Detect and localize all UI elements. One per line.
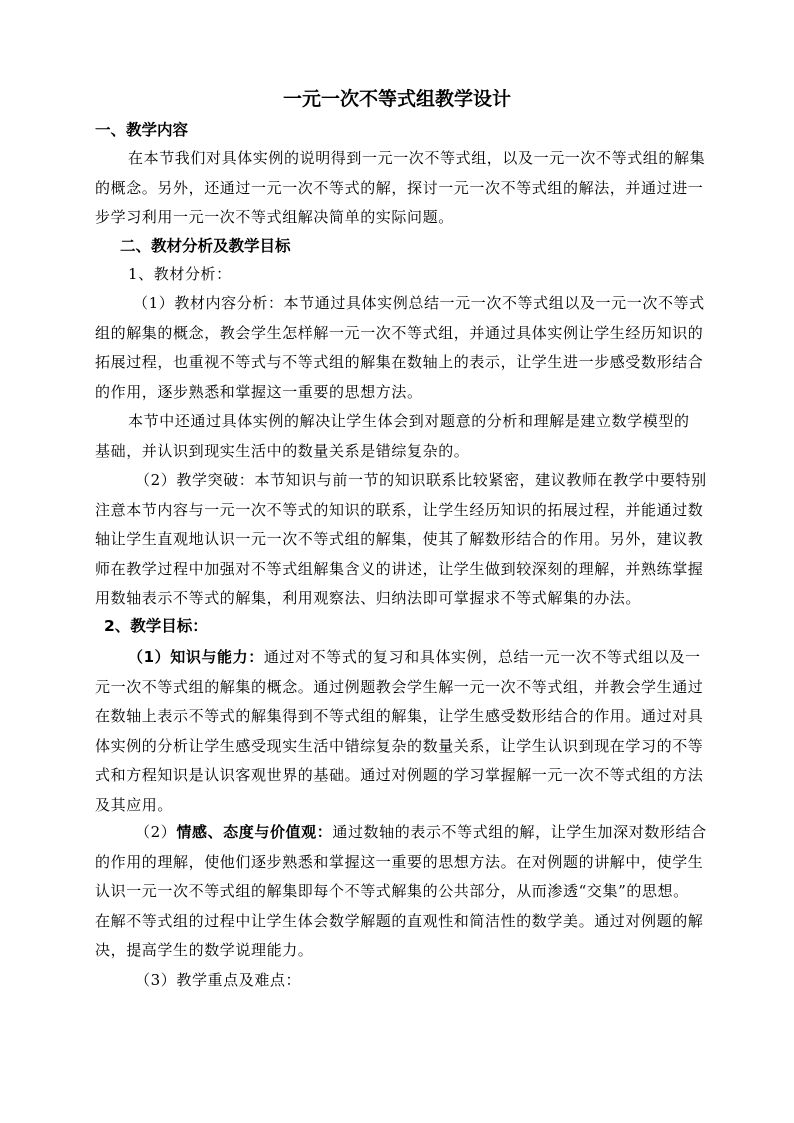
text-line: 体实例的分析让学生感受现实生活中错综复杂的数量关系，让学生认识到现在学习的不等 bbox=[95, 736, 704, 755]
text-line: 本节中还通过具体实例的解决让学生体会到对题意的分析和理解是建立数学模型的 bbox=[128, 412, 690, 430]
content-analysis-paragraph bbox=[95, 289, 715, 407]
text-line: 组的解集的概念，教会学生怎样解一元一次不等式组，并通过具体实例让学生经历知识的 bbox=[95, 323, 704, 342]
sub1-heading: 1、教材分析： bbox=[128, 265, 232, 283]
text-line bbox=[95, 818, 715, 848]
text-line: 用数轴表示不等式的解集，利用观察法、归纳法即可掌握求不等式解集的办法。 bbox=[95, 589, 642, 608]
goal3-heading: （3）教学重点及难点： bbox=[135, 971, 302, 989]
text-line: 师在教学过程中加强对不等式组解集含义的讲述，让学生做到较深刻的理解，并熟练掌握 bbox=[95, 559, 704, 578]
goal-attitude-paragraph bbox=[95, 818, 715, 966]
text-line: 轴让学生直观地认识一元一次不等式组的解集，使其了解数形结合的作用。另外，建议教 bbox=[95, 530, 704, 549]
sub1-heading-block bbox=[95, 260, 715, 290]
text-line: 认识一元一次不等式组的解集即每个不等式解集的公共部分，从而渗透“交集”的思想。 bbox=[95, 882, 689, 901]
text-line: 元一次不等式组的解集的概念。通过例题教会学生解一元一次不等式组，并教会学生通过 bbox=[95, 677, 704, 696]
text-line: 在解不等式组的过程中让学生体会数学解题的直观性和简洁性的数学美。通过对例题的解 bbox=[95, 911, 704, 930]
modeling-paragraph bbox=[95, 407, 715, 466]
goal-knowledge-paragraph bbox=[95, 643, 715, 821]
goal-keypoints-block bbox=[95, 966, 715, 996]
text-line: 在本节我们对具体实例的说明得到一元一次不等式组，以及一元一次不等式组的解集 bbox=[128, 149, 706, 167]
teaching-breakthrough-paragraph bbox=[95, 466, 715, 614]
section2-heading: 二、教材分析及教学目标 bbox=[120, 237, 291, 255]
page-title: 一元一次不等式组教学设计 bbox=[282, 88, 511, 110]
text-line: 的作用的理解，使他们逐步熟悉和掌握这一重要的思想方法。在对例题的讲解中，使学生 bbox=[95, 852, 704, 871]
text-line: 及其应用。 bbox=[95, 795, 174, 814]
section1-heading: 一、教学内容 bbox=[95, 121, 189, 139]
text-line bbox=[95, 643, 715, 673]
goal2-first: 通过数轴的表示不等式组的解，让学生加深对数形结合 bbox=[332, 823, 707, 841]
text-line: 拓展过程，也重视不等式与不等式组的解集在数轴上的表示，让学生进一步感受数形结合 bbox=[95, 353, 704, 372]
text-line: （1）教材内容分析：本节通过具体实例总结一元一次不等式组以及一元一次不等式 bbox=[133, 294, 705, 312]
text-line: 的概念。另外，还通过一元一次不等式的解，探讨一元一次不等式组的解法，并通过进一 bbox=[95, 178, 704, 197]
text-line: 的作用，逐步熟悉和掌握这一重要的思想方法。 bbox=[95, 382, 423, 401]
goal2-label: 情感、态度与价值观： bbox=[176, 823, 333, 841]
text-line: 步学习利用一元一次不等式组解决简单的实际问题。 bbox=[95, 208, 454, 227]
goal1-label: （1）知识与能力： bbox=[128, 648, 264, 666]
text-line: （2）教学突破：本节知识与前一节的知识联系比较紧密，建议教师在教学中要特别 bbox=[135, 471, 707, 489]
text-line: 注意本节内容与一元一次不等式的知识的联系，让学生经历知识的拓展过程，并能通过数 bbox=[95, 500, 704, 519]
section1-paragraph bbox=[95, 144, 715, 233]
goal2-num: （2） bbox=[135, 823, 177, 841]
sub2-heading: 2、教学目标： bbox=[104, 617, 208, 635]
text-line: 在数轴上表示不等式的解集得到不等式组的解集，让学生感受数形结合的作用。通过对具 bbox=[95, 707, 704, 726]
text-line: 基础，并认识到现实生活中的数量关系是错综复杂的。 bbox=[95, 441, 470, 460]
text-line: 决，提高学生的数学说理能力。 bbox=[95, 941, 314, 960]
goal1-first: 通过对不等式的复习和具体实例，总结一元一次不等式组以及一 bbox=[263, 648, 701, 666]
text-line: 式和方程知识是认识客观世界的基础。通过对例题的学习掌握解一元一次不等式组的方法 bbox=[95, 766, 704, 785]
